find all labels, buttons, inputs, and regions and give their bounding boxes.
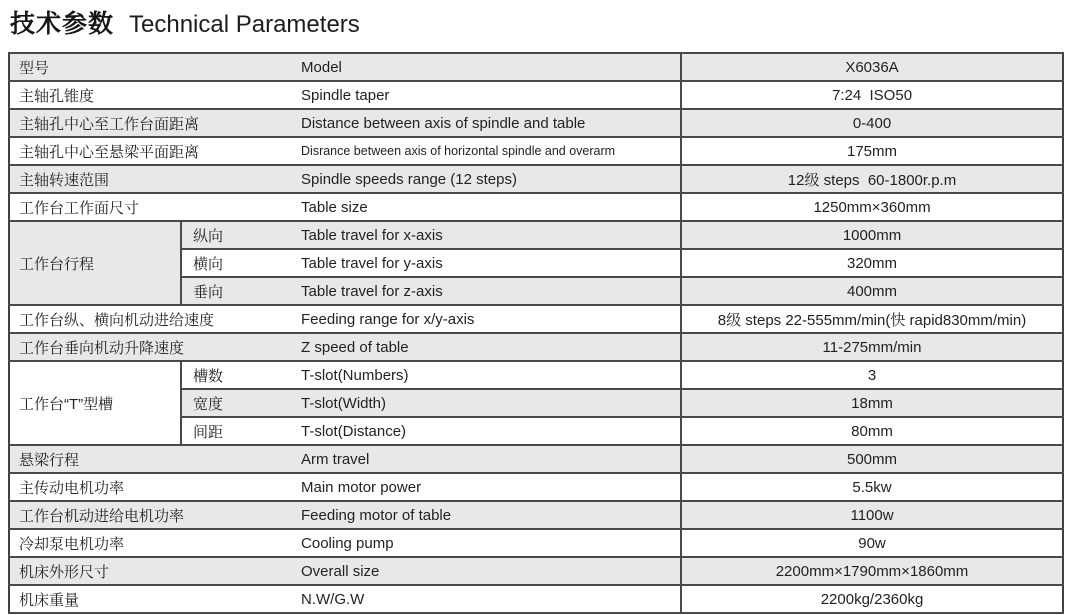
param-value: 11-275mm/min (681, 333, 1063, 361)
params-tbody (9, 53, 1063, 613)
param-value: 2200mm×1790mm×1860mm (681, 557, 1063, 585)
param-label-cn: 机床外形尺寸 (9, 557, 296, 585)
param-label-en: T-slot(Numbers) (296, 361, 681, 389)
table-row (9, 137, 1063, 165)
param-sub-label: 垂向 (181, 277, 296, 305)
table-row (9, 165, 1063, 193)
param-value: 2200kg/2360kg (681, 585, 1063, 613)
param-value: 1100w (681, 501, 1063, 529)
param-label-en: Arm travel (296, 445, 681, 473)
table-row (9, 53, 1063, 81)
param-group-label: 工作台行程 (9, 221, 181, 305)
table-row (9, 473, 1063, 501)
param-label-en: Feeding motor of table (296, 501, 681, 529)
param-value: 175mm (681, 137, 1063, 165)
param-sub-label: 间距 (181, 417, 296, 445)
param-label-cn: 工作台纵、横向机动进给速度 (9, 305, 296, 333)
title-english: Technical Parameters (129, 11, 360, 38)
param-value: 500mm (681, 445, 1063, 473)
param-label-en: Table travel for z-axis (296, 277, 681, 305)
param-value: 12级 steps 60-1800r.p.m (681, 165, 1063, 193)
page-title (10, 4, 360, 40)
param-label-cn: 冷却泵电机功率 (9, 529, 296, 557)
technical-parameters-table (8, 52, 1064, 614)
title-chinese: 技术参数 (10, 10, 115, 38)
param-value: 8级 steps 22-555mm/min(快 rapid830mm/min) (681, 305, 1063, 333)
param-value: 7:24 ISO50 (681, 81, 1063, 109)
param-label-en: Table travel for x-axis (296, 221, 681, 249)
param-label-cn: 主轴孔中心至工作台面距离 (9, 109, 296, 137)
param-label-cn: 工作台工作面尺寸 (9, 193, 296, 221)
param-value: 400mm (681, 277, 1063, 305)
param-sub-label: 槽数 (181, 361, 296, 389)
param-value: 1250mm×360mm (681, 193, 1063, 221)
param-label-en: Cooling pump (296, 529, 681, 557)
param-label-en: Spindle taper (296, 81, 681, 109)
table-row (9, 529, 1063, 557)
param-label-cn: 型号 (9, 53, 296, 81)
param-label-en: N.W/G.W (296, 585, 681, 613)
param-label-cn: 主轴转速范围 (9, 165, 296, 193)
param-label-en: Overall size (296, 557, 681, 585)
param-value: 320mm (681, 249, 1063, 277)
param-label-en: Feeding range for x/y-axis (296, 305, 681, 333)
param-sub-label: 横向 (181, 249, 296, 277)
table-row (9, 109, 1063, 137)
table-row (9, 333, 1063, 361)
param-value: 18mm (681, 389, 1063, 417)
param-label-en: T-slot(Distance) (296, 417, 681, 445)
param-value: 1000mm (681, 221, 1063, 249)
param-label-en: Main motor power (296, 473, 681, 501)
param-value: X6036A (681, 53, 1063, 81)
param-label-en: Spindle speeds range (12 steps) (296, 165, 681, 193)
param-label-en: Disrance between axis of horizontal spindle and overarm (296, 137, 681, 165)
param-value: 80mm (681, 417, 1063, 445)
param-label-cn: 悬梁行程 (9, 445, 296, 473)
table-row (9, 361, 1063, 389)
param-label-cn: 工作台垂向机动升降速度 (9, 333, 296, 361)
table-row (9, 193, 1063, 221)
param-label-en: Table size (296, 193, 681, 221)
param-value: 5.5kw (681, 473, 1063, 501)
table-row (9, 305, 1063, 333)
param-value: 90w (681, 529, 1063, 557)
param-sub-label: 宽度 (181, 389, 296, 417)
param-label-en: Z speed of table (296, 333, 681, 361)
param-sub-label: 纵向 (181, 221, 296, 249)
param-label-cn: 主轴孔中心至悬梁平面距离 (9, 137, 296, 165)
param-label-en: Distance between axis of spindle and table (296, 109, 681, 137)
param-label-cn: 主轴孔锥度 (9, 81, 296, 109)
table-row (9, 501, 1063, 529)
param-group-label: 工作台“T”型槽 (9, 361, 181, 445)
table-row (9, 557, 1063, 585)
param-label-cn: 工作台机动进给电机功率 (9, 501, 296, 529)
param-value: 3 (681, 361, 1063, 389)
table-row (9, 81, 1063, 109)
param-label-cn: 主传动电机功率 (9, 473, 296, 501)
param-value: 0-400 (681, 109, 1063, 137)
param-label-en: Model (296, 53, 681, 81)
table-row (9, 221, 1063, 249)
table-row (9, 585, 1063, 613)
param-label-en: Table travel for y-axis (296, 249, 681, 277)
table-row (9, 445, 1063, 473)
param-label-cn: 机床重量 (9, 585, 296, 613)
param-label-en: T-slot(Width) (296, 389, 681, 417)
